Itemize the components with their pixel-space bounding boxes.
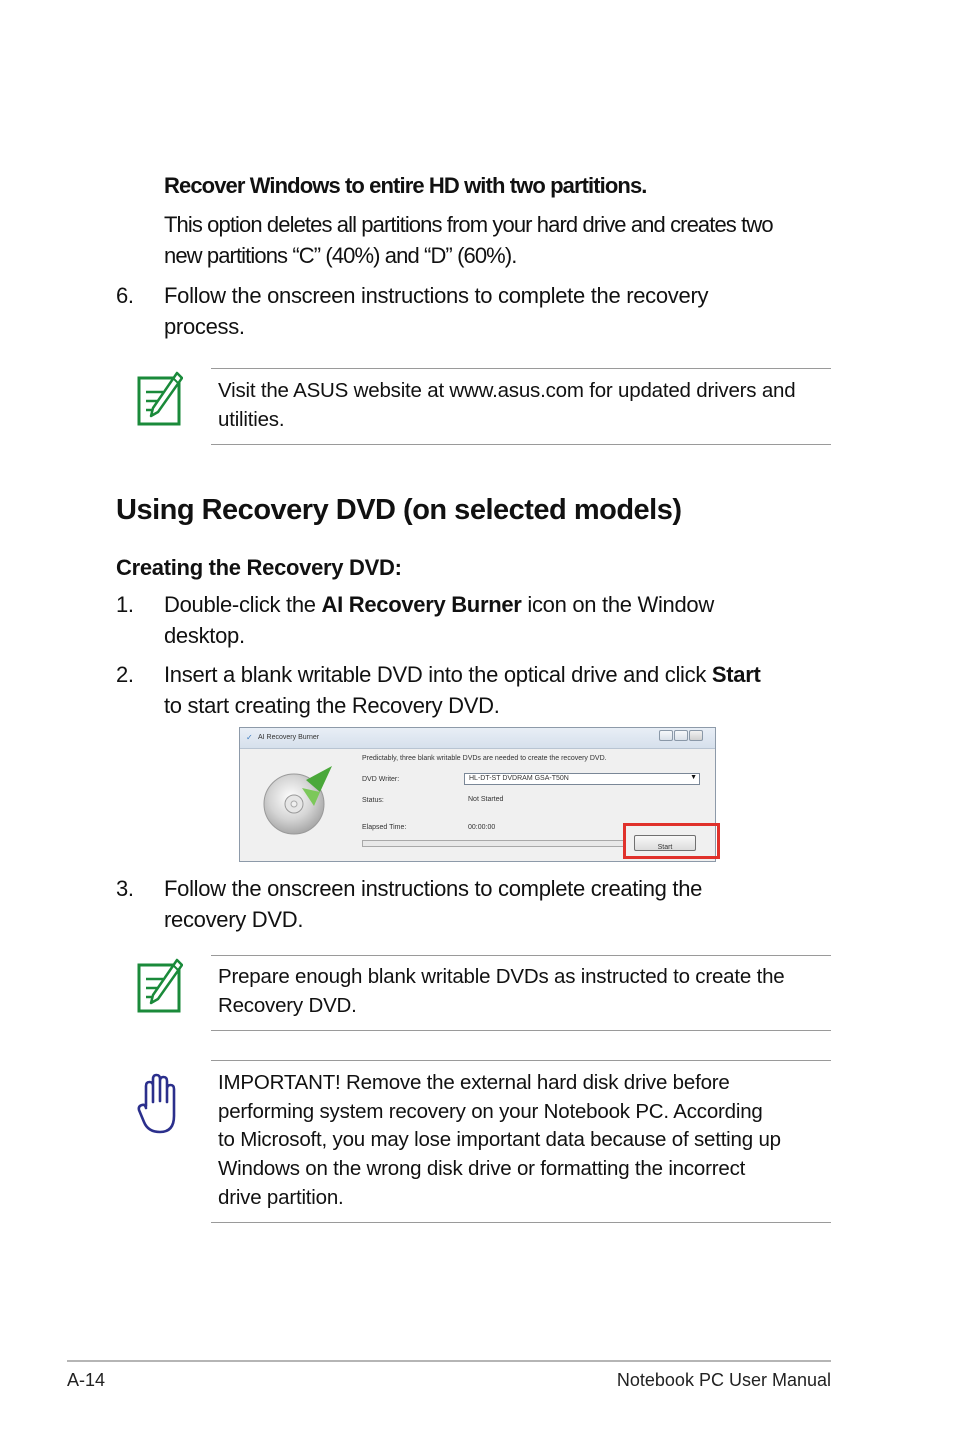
- note2-line1: Prepare enough blank writable DVDs as instructed to create the: [218, 965, 785, 988]
- note1-line2: utilities.: [218, 408, 285, 431]
- note-top-rule: [211, 368, 831, 369]
- step-text: icon on the Window: [521, 592, 714, 617]
- important-line3: to Microsoft, you may lose important data because of setting up: [218, 1128, 781, 1151]
- note2-line2: Recovery DVD.: [218, 994, 357, 1017]
- important-top-rule: [211, 1060, 831, 1061]
- footer-rule: [67, 1360, 831, 1362]
- option-heading: Recover Windows to entire HD with two partitions.: [164, 173, 647, 198]
- note-bottom-rule: [211, 444, 831, 445]
- step-number: 1.: [116, 592, 134, 617]
- section-title: Using Recovery DVD (on selected models): [116, 494, 682, 526]
- subsection-title: Creating the Recovery DVD:: [116, 555, 402, 580]
- step-text-line1: Follow the onscreen instructions to complete the recovery: [164, 283, 709, 308]
- step-number: 6.: [116, 283, 134, 308]
- step-number: 3.: [116, 876, 134, 901]
- step-text: Insert a blank writable DVD into the optical drive and click: [164, 662, 712, 687]
- step-text-line2: to start creating the Recovery DVD.: [164, 693, 500, 718]
- status-value: Not Started: [468, 796, 504, 803]
- step-text-line1: Follow the onscreen instructions to complete creating the: [164, 876, 703, 901]
- elapsed-time-label: Elapsed Time:: [362, 824, 407, 831]
- start-keyword: Start: [711, 662, 761, 687]
- note-top-rule: [211, 955, 831, 956]
- dvd-writer-select[interactable]: [464, 773, 700, 785]
- option-description-line2: new partitions “C” (40%) and “D” (60%).: [164, 243, 517, 268]
- step-text: Double-click the: [164, 592, 322, 617]
- step-text-line1: [164, 659, 760, 690]
- status-label: Status:: [362, 797, 384, 804]
- note1-line1: Visit the ASUS website at www.asus.com for updated drivers and: [218, 379, 796, 402]
- chevron-down-icon: ▼: [690, 774, 697, 781]
- note-bottom-rule: [211, 1030, 831, 1031]
- step-text-line1: [164, 589, 714, 620]
- important-bottom-rule: [211, 1222, 831, 1223]
- minimize-button[interactable]: [659, 730, 673, 741]
- elapsed-time-value: 00:00:00: [468, 824, 496, 831]
- step-text-line2: desktop.: [164, 623, 245, 648]
- dvd-writer-label: DVD Writer:: [362, 776, 400, 783]
- dvd-disc-icon: [262, 762, 342, 842]
- important-line2: performing system recovery on your Notebook PC. According: [218, 1100, 763, 1123]
- step-text-line2: process.: [164, 314, 245, 339]
- step-text-line2: recovery DVD.: [164, 907, 304, 932]
- dialog-message: Predictably, three blank writable DVDs are needed to create the recovery DVD.: [362, 755, 607, 762]
- page-number: A-14: [67, 1370, 106, 1390]
- dvd-writer-value: HL-DT-ST DVDRAM GSA-T50N: [469, 775, 569, 782]
- app-icon: ✓: [246, 733, 253, 742]
- manual-title: Notebook PC User Manual: [616, 1370, 831, 1390]
- option-description-line1: This option deletes all partitions from your hard drive and creates two: [164, 212, 773, 237]
- important-line1: IMPORTANT! Remove the external hard disk drive before: [218, 1071, 730, 1094]
- step-number: 2.: [116, 662, 134, 687]
- note-pencil-icon: [137, 957, 183, 1015]
- important-line4: Windows on the wrong disk drive or formatting the incorrect: [218, 1157, 746, 1180]
- raised-hand-icon: [136, 1072, 182, 1136]
- dialog-titlebar: [240, 728, 715, 749]
- maximize-button[interactable]: [674, 730, 688, 741]
- important-line5: drive partition.: [218, 1186, 344, 1209]
- dialog-title: AI Recovery Burner: [258, 734, 320, 741]
- app-name: AI Recovery Burner: [321, 592, 522, 617]
- progress-bar: [362, 840, 624, 847]
- close-button[interactable]: [689, 730, 703, 741]
- start-button-highlight: [623, 823, 720, 859]
- start-button-label: Start: [657, 844, 673, 851]
- note-pencil-icon: [137, 370, 183, 428]
